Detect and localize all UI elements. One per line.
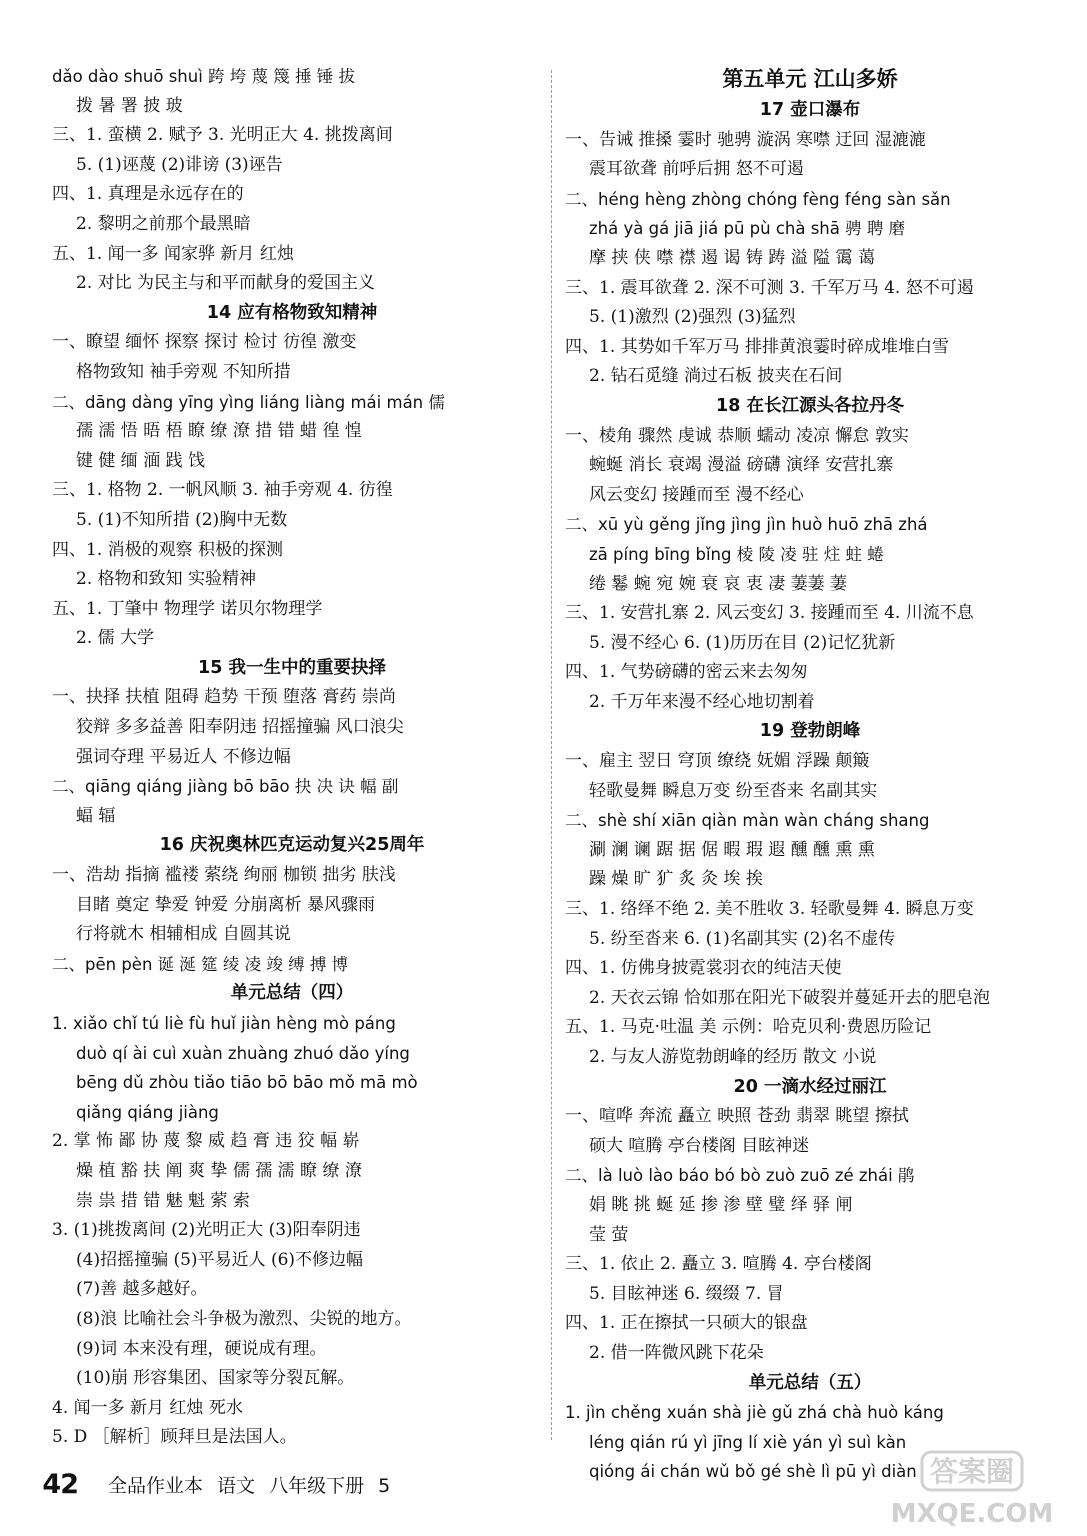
right-answer-line: 2. 钻石觅缝 淌过石板 披夹在石间 (589, 366, 843, 387)
right-answer-line: 四、1. 其势如千军万马 排排黄浪霎时碎成堆堆白雪 (565, 336, 950, 357)
right-answer-line: 2. 与友人游览勃朗峰的经历 散文 小说 (589, 1047, 877, 1067)
svg-text:答案圈: 答案圈 (929, 1455, 1015, 1488)
right-section-title: 19 登勃朗峰 (759, 721, 861, 742)
left-section-title: 14 应有格物致知精神 (206, 302, 378, 323)
right-answer-line: 蜿蜒 消长 衰竭 漫溢 磅礴 演绎 安营扎寨 (589, 455, 894, 476)
right-column (565, 62, 1055, 1487)
left-pinyin-line: dǎo dào shuō shuì 跨 垮 蔑 篾 捶 锤 拔 (52, 67, 356, 86)
left-answer-line: 三、1. 格物 2. 一帆风顺 3. 袖手旁观 4. 彷徨 (52, 480, 393, 501)
left-answer-line: 2. 格物和致知 实验精神 (76, 569, 257, 590)
left-answer-line: 四、1. 消极的观察 积极的探测 (52, 539, 284, 560)
left-answer-line: 一、瞭望 缅怀 探察 探讨 检讨 彷徨 激变 (52, 332, 357, 353)
right-answer-line: 5. (1)激烈 (2)强烈 (3)猛烈 (589, 307, 796, 328)
right-answer-line: 5. 漫不经心 6. (1)历历在目 (2)记忆犹新 (589, 632, 896, 653)
left-answer-line: 强词夺理 平易近人 不修边幅 (76, 746, 291, 767)
right-answer-line: 摩 挟 侠 噤 襟 遏 谒 铸 踌 溢 隘 霭 蔼 (589, 247, 875, 268)
left-answer-line: 崇 祟 措 错 魅 魁 萦 索 (76, 1190, 250, 1211)
right-answer-line: 5. 目眩神迷 6. 缀缀 7. 冒 (589, 1283, 784, 1304)
left-answer-line: 3. (1)挑拨离间 (2)光明正大 (3)阳奉阴违 (52, 1220, 361, 1241)
left-answer-line: 五、1. 丁肇中 物理学 诺贝尔物理学 (52, 598, 323, 619)
left-section-title: 16 庆祝奥林匹克运动复兴25周年 (159, 835, 425, 856)
left-section-title: 15 我一生中的重要抉择 (198, 657, 386, 678)
left-answer-line: 四、1. 真理是永远存在的 (52, 184, 244, 205)
left-answer-line: (8)浪 比喻社会斗争极为激烈、尖锐的地方。 (76, 1308, 412, 1329)
right-answer-line: 娟 眺 挑 蜒 延 掺 渗 壁 璧 绎 驿 闸 (589, 1194, 853, 1215)
right-pinyin-line: qióng ái chán wǔ bǒ gé shè lì pū yì diàn (589, 1462, 917, 1482)
footer-book-title: 全品作业本 语文 八年级下册 5 (108, 1474, 391, 1497)
left-answer-line: 5. (1)不知所措 (2)胸中无数 (76, 509, 288, 530)
left-answer-line: (10)崩 形容集团、国家等分裂瓦解。 (76, 1368, 355, 1389)
left-pinyin-line: 二、dāng dàng yīng yìng liáng liàng mái mán 儒 (52, 392, 445, 412)
right-answer-line: 一、告诫 推搡 霎时 驰骋 漩涡 寒噤 迂回 湿漉漉 (565, 129, 926, 150)
left-answer-line: 狡辩 多多益善 阳奉阴违 招摇撞骗 风口浪尖 (76, 717, 404, 738)
right-pinyin-line: zā píng bīng bǐng 棱 陵 凌 驻 炷 蛀 蜷 (589, 544, 884, 564)
right-answer-line: 涮 澜 谰 踞 据 倨 暇 瑕 遐 醺 醺 熏 熏 (589, 839, 875, 860)
left-answer-line: 孺 濡 悟 晤 梧 瞭 缭 潦 措 错 蜡 徨 惶 (76, 421, 362, 442)
right-answer-line: 风云变幻 接踵而至 漫不经心 (589, 484, 804, 505)
left-answer-line: 2. 黎明之前那个最黑暗 (76, 213, 251, 234)
right-answer-line: 2. 天衣云锦 恰如那在阳光下破裂并蔓延开去的肥皂泡 (589, 987, 991, 1008)
left-answer-line: 燥 植 豁 扶 阐 爽 挚 儒 孺 濡 瞭 缭 潦 (76, 1160, 362, 1181)
right-answer-line: 一、雇主 翌日 穹顶 缭绕 妩媚 浮躁 颠簸 (565, 751, 870, 772)
left-answer-line: 格物致知 袖手旁观 不知所措 (76, 361, 291, 382)
right-answer-line: 躁 燥 旷 犷 炙 灸 埃 挨 (589, 869, 763, 890)
right-answer-line: 四、1. 气势磅礴的密云来去匆匆 (565, 662, 808, 683)
left-pinyin-line: 1. xiǎo chǐ tú liè fù huǐ jiàn hèng mò páng (52, 1014, 396, 1033)
left-answer-line: 五、1. 闻一多 闻家骅 新月 红烛 (52, 243, 294, 264)
right-answer-line: 震耳欲聋 前呼后拥 怒不可遏 (589, 159, 804, 180)
left-answer-line: 2. 掌 怖 鄙 协 蔑 黎 威 趋 膏 违 狡 幅 崭 (52, 1131, 360, 1152)
right-pinyin-line: 二、héng hèng zhòng chóng fèng féng sàn sǎn (565, 189, 951, 209)
page-footer (0, 1464, 390, 1504)
svg-text:MXQE.COM: MXQE.COM (890, 1499, 1054, 1529)
left-answer-line: 2. 对比 为民主与和平而献身的爱国主义 (76, 273, 376, 294)
right-answer-line: 莹 萤 (589, 1224, 629, 1245)
right-answer-line: 五、1. 马克·吐温 美 示例：哈克贝利·费恩历险记 (565, 1017, 932, 1038)
left-answer-line: 蝠 辐 (76, 805, 116, 826)
left-answer-line: 键 健 缅 湎 践 饯 (76, 450, 206, 471)
right-answer-line: 2. 千万年来漫不经心地切割着 (589, 691, 815, 712)
left-pinyin-line: duò qí ài cuì xuàn zhuàng zhuó dǎo yíng (76, 1043, 410, 1063)
watermark-logo (862, 1448, 1080, 1532)
left-answer-line: (7)善 越多越好。 (76, 1279, 208, 1300)
left-answer-line: 2. 儒 大学 (76, 628, 155, 649)
left-answer-line: (4)招摇撞骗 (5)平易近人 (6)不修边幅 (76, 1249, 364, 1270)
right-pinyin-line: 二、là luò lào báo bó bò zuò zuō zé zhái 鹃 (565, 1166, 915, 1186)
left-pinyin-line: 二、pēn pèn 诞 涎 筵 绫 凌 竣 缚 搏 博 (52, 954, 349, 974)
right-section-title: 18 在长江源头各拉丹冬 (716, 395, 904, 416)
left-answer-line: 行将就木 相辅相成 自圆其说 (76, 924, 291, 945)
right-pinyin-line: 二、xū yù gěng jǐng jìng jìn huò huō zhā zhá (565, 515, 928, 535)
right-section-title: 20 一滴水经过丽江 (733, 1076, 887, 1097)
left-answer-line: 5. D ［解析］顾拜旦是法国人。 (52, 1427, 297, 1448)
right-answer-line: 三、1. 依止 2. 矗立 3. 喧腾 4. 亭台楼阁 (565, 1254, 872, 1275)
right-answer-line: 四、1. 正在擦拭一只硕大的银盘 (565, 1313, 808, 1334)
left-answer-line: 拨 暑 署 披 玻 (76, 95, 183, 116)
right-answer-line: 一、棱角 骤然 虔诚 恭顺 蠕动 凌凉 懈怠 敦实 (565, 425, 909, 446)
right-answer-line: 一、喧哗 奔流 矗立 映照 苍劲 翡翠 眺望 擦拭 (565, 1106, 909, 1127)
right-section-title: 17 壶口瀑布 (759, 100, 861, 120)
left-pinyin-line: 二、qiāng qiáng jiàng bō bāo 抉 决 诀 幅 副 (52, 777, 399, 797)
left-answer-line: 一、浩劫 指摘 褴褛 萦绕 绚丽 枷锁 拙劣 肤浅 (52, 865, 396, 886)
left-column (52, 62, 532, 1453)
right-unit-heading: 第五单元 江山多娇 (722, 66, 898, 91)
left-answer-line: 目睹 奠定 挚爱 钟爱 分崩离析 暴风骤雨 (76, 894, 376, 915)
right-answer-line: 四、1. 仿佛身披霓裳羽衣的纯洁天使 (565, 958, 842, 979)
page-number: 42 (42, 1468, 78, 1500)
left-answer-line: 三、1. 蛮横 2. 赋予 3. 光明正大 4. 挑拨离间 (52, 125, 393, 146)
right-pinyin-line: 1. jìn chěng xuán shà jiè gǔ zhá chà huò káng (565, 1403, 944, 1423)
left-pinyin-line: qiǎng qiáng jiàng (76, 1102, 219, 1122)
right-answer-line: 轻歌曼舞 瞬息万变 纷至沓来 名副其实 (589, 780, 878, 801)
right-pinyin-line: 二、shè shí xiān qiàn màn wàn cháng shang (565, 811, 930, 831)
right-pinyin-line: zhá yà gá jiā jiá pū pù chà shā 骋 聘 磨 (589, 219, 906, 239)
left-answer-line: 5. (1)诬蔑 (2)诽谤 (3)诬告 (76, 154, 283, 175)
left-answer-line: 4. 闻一多 新月 红烛 死水 (52, 1397, 243, 1418)
column-divider (551, 70, 552, 1440)
right-answer-line: 硕大 喧腾 亭台楼阁 目眩神迷 (589, 1135, 810, 1156)
left-pinyin-line: bēng dǔ zhòu tiǎo tiāo bō bāo mǒ mā mò (76, 1073, 418, 1093)
right-answer-line: 绻 鬈 蜿 宛 婉 衰 哀 衷 凄 萋萋 萋 (589, 573, 848, 594)
left-answer-line: (9)词 本来没有理，硬说成有理。 (76, 1338, 327, 1359)
left-section-title: 单元总结（四） (230, 983, 354, 1004)
right-answer-line: 三、1. 安营扎寨 2. 风云变幻 3. 接踵而至 4. 川流不息 (565, 603, 974, 624)
right-answer-line: 5. 纷至沓来 6. (1)名副其实 (2)名不虚传 (589, 928, 896, 949)
right-answer-line: 三、1. 络绎不绝 2. 美不胜收 3. 轻歌曼舞 4. 瞬息万变 (565, 899, 974, 920)
right-section-title: 单元总结（五） (748, 1372, 872, 1393)
left-answer-line: 一、抉择 扶植 阻碍 趋势 干预 堕落 膏药 崇尚 (52, 687, 396, 708)
right-answer-line: 三、1. 震耳欲聋 2. 深不可测 3. 千军万马 4. 怒不可遏 (565, 277, 974, 298)
right-answer-line: 2. 借一阵微风跳下花朵 (589, 1342, 764, 1363)
right-pinyin-line: léng qián rú yì jīng lí xiè yán yì suì kàn (589, 1432, 907, 1452)
